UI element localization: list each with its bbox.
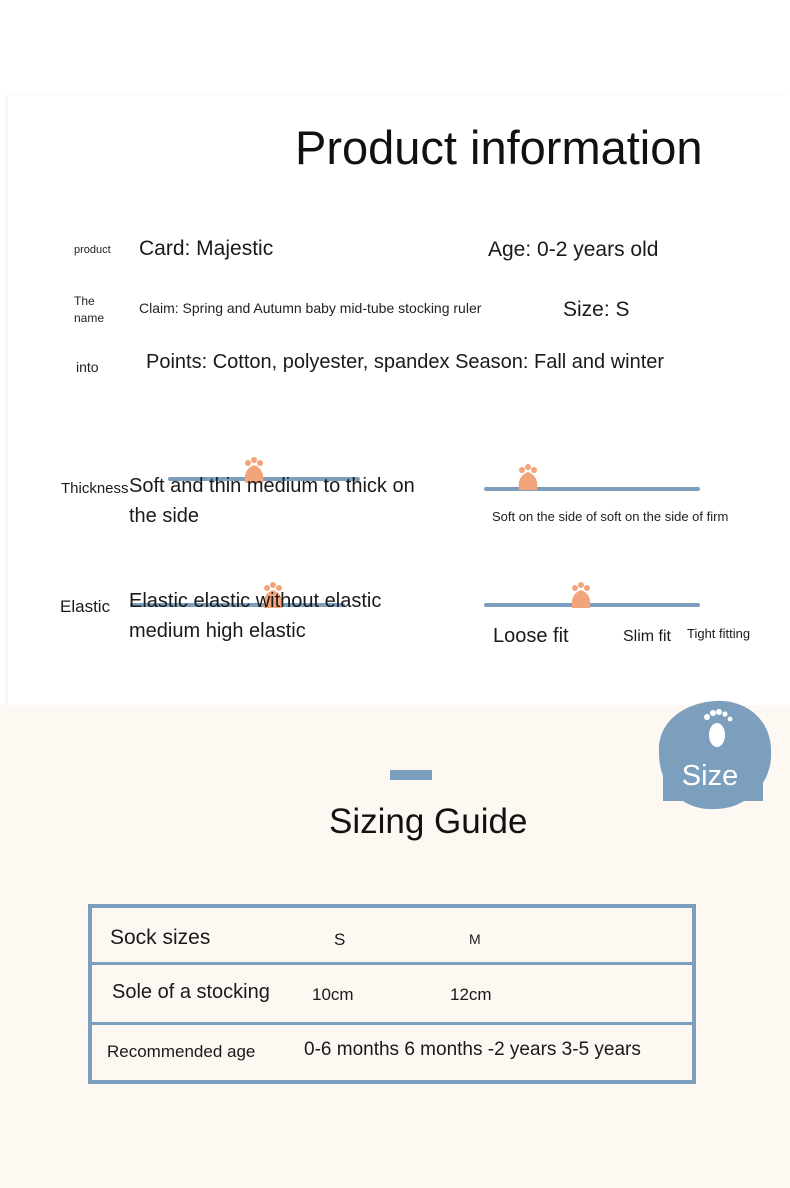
elastic-loose-label: Loose fit	[493, 625, 569, 647]
table-cell: M	[469, 931, 481, 947]
page-title: Product information	[295, 121, 703, 174]
card-field: Card: Majestic	[139, 237, 274, 260]
thickness-left-text-1: Soft and thin medium to thick on	[129, 475, 415, 497]
elastic-left-text-2: medium high elastic	[129, 620, 306, 642]
size-field: Size: S	[563, 298, 630, 321]
age-field: Age: 0-2 years old	[488, 238, 659, 261]
side-label-into: into	[76, 359, 99, 375]
thickness-label: Thickness	[61, 480, 129, 497]
table-row-label: Recommended age	[107, 1042, 256, 1061]
sizing-guide-title: Sizing Guide	[329, 802, 528, 841]
side-label-product: product	[74, 244, 111, 256]
elastic-label: Elastic	[60, 597, 111, 616]
thickness-scale-caption: Soft on the side of soft on the side of firm	[492, 509, 729, 524]
size-badge-label: Size	[681, 760, 739, 792]
side-label-name: The name	[74, 294, 105, 325]
size-badge	[655, 695, 775, 813]
table-row-label: Sock sizes	[110, 926, 211, 949]
elastic-slim-label: Slim fit	[623, 628, 671, 645]
section-accent-bar	[390, 770, 432, 780]
thickness-left-text-2: the side	[129, 505, 200, 527]
material-season-field: Points: Cotton, polyester, spandex Season: Fall and winter	[146, 351, 665, 373]
product-info-panel	[8, 95, 790, 710]
table-cell: 12cm	[450, 985, 492, 1004]
table-divider	[88, 1022, 696, 1025]
elastic-tight-label: Tight fitting	[687, 626, 751, 641]
table-row-label: Sole of a stocking	[112, 981, 270, 1003]
table-divider	[88, 962, 696, 965]
elastic-left-text-1: Elastic elastic without elastic	[129, 590, 382, 612]
table-cell: 0-6 months 6 months -2 years 3-5 years	[304, 1039, 641, 1060]
thickness-marker-icon	[515, 462, 541, 492]
table-cell: S	[334, 930, 346, 949]
claim-field: Claim: Spring and Autumn baby mid-tube stocking ruler	[139, 300, 482, 316]
elastic-marker-icon	[568, 580, 594, 610]
table-cell: 10cm	[312, 985, 354, 1004]
